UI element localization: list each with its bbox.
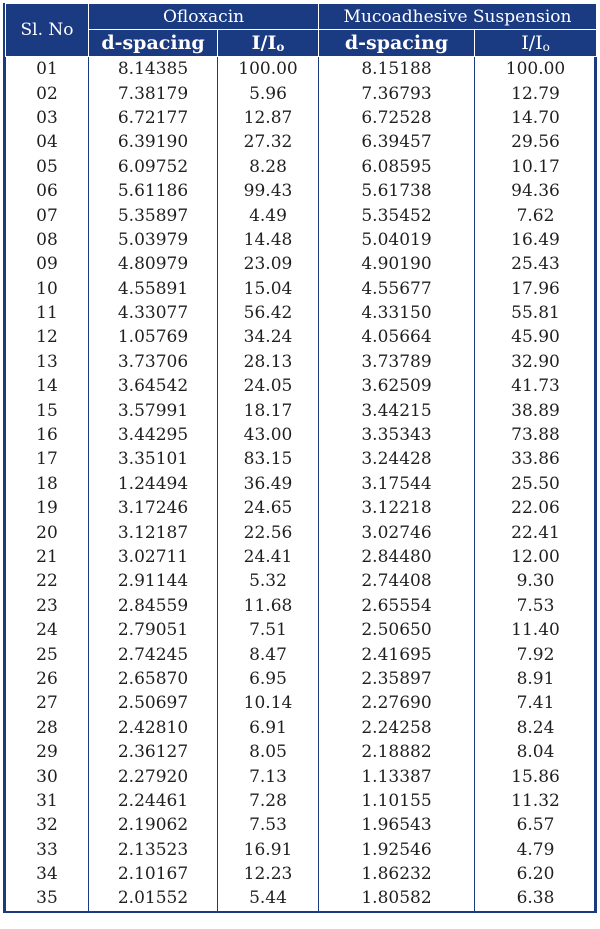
xrd-data-table-container (3, 3, 596, 913)
intensity-label: I/I (251, 32, 277, 54)
suspension-d-spacing-cell: 1.86232 (319, 862, 475, 886)
sl-no-cell: 27 (6, 691, 89, 715)
sl-no-cell: 16 (6, 423, 89, 447)
ofloxacin-intensity-cell: 5.32 (218, 569, 319, 593)
sl-no-cell: 17 (6, 447, 89, 471)
header-ofloxacin-intensity (218, 30, 319, 57)
ofloxacin-intensity-cell: 23.09 (218, 252, 319, 276)
suspension-intensity-cell: 94.36 (475, 179, 597, 203)
ofloxacin-d-spacing-cell: 3.02711 (89, 545, 218, 569)
ofloxacin-intensity-cell: 6.95 (218, 667, 319, 691)
ofloxacin-intensity-cell: 14.48 (218, 228, 319, 252)
intensity-subscript: o (276, 40, 285, 54)
table-row (6, 130, 597, 154)
sl-no-cell: 35 (6, 886, 89, 911)
ofloxacin-intensity-cell: 7.53 (218, 813, 319, 837)
sl-no-cell: 30 (6, 764, 89, 788)
suspension-intensity-cell: 32.90 (475, 350, 597, 374)
ofloxacin-intensity-cell: 6.91 (218, 716, 319, 740)
suspension-d-spacing-cell: 3.12218 (319, 496, 475, 520)
ofloxacin-intensity-cell: 8.28 (218, 155, 319, 179)
suspension-intensity-cell: 8.04 (475, 740, 597, 764)
sl-no-cell: 06 (6, 179, 89, 203)
suspension-intensity-cell: 7.41 (475, 691, 597, 715)
table-body (6, 57, 597, 912)
suspension-d-spacing-cell: 2.27690 (319, 691, 475, 715)
suspension-intensity-cell: 25.43 (475, 252, 597, 276)
suspension-intensity-cell: 4.79 (475, 838, 597, 862)
suspension-intensity-cell: 7.53 (475, 594, 597, 618)
suspension-intensity-cell: 22.41 (475, 520, 597, 544)
suspension-d-spacing-cell: 1.92546 (319, 838, 475, 862)
suspension-intensity-cell: 10.17 (475, 155, 597, 179)
sl-no-cell: 33 (6, 838, 89, 862)
suspension-d-spacing-cell: 3.35343 (319, 423, 475, 447)
table-row (6, 496, 597, 520)
sl-no-cell: 02 (6, 81, 89, 105)
ofloxacin-d-spacing-cell: 2.65870 (89, 667, 218, 691)
table-row (6, 838, 597, 862)
ofloxacin-intensity-cell: 83.15 (218, 447, 319, 471)
suspension-intensity-cell: 38.89 (475, 398, 597, 422)
ofloxacin-intensity-cell: 5.44 (218, 886, 319, 911)
sl-no-cell: 29 (6, 740, 89, 764)
ofloxacin-intensity-cell: 8.05 (218, 740, 319, 764)
header-sl-no: Sl. No (6, 4, 89, 57)
sl-no-cell: 08 (6, 228, 89, 252)
suspension-d-spacing-cell: 1.10155 (319, 789, 475, 813)
table-row (6, 740, 597, 764)
ofloxacin-d-spacing-cell: 5.61186 (89, 179, 218, 203)
sl-no-cell: 19 (6, 496, 89, 520)
suspension-intensity-cell: 45.90 (475, 325, 597, 349)
ofloxacin-intensity-cell: 22.56 (218, 520, 319, 544)
suspension-d-spacing-cell: 2.35897 (319, 667, 475, 691)
ofloxacin-intensity-cell: 24.05 (218, 374, 319, 398)
ofloxacin-d-spacing-cell: 8.14385 (89, 57, 218, 82)
suspension-d-spacing-cell: 3.02746 (319, 520, 475, 544)
suspension-d-spacing-cell: 3.73789 (319, 350, 475, 374)
suspension-intensity-cell: 25.50 (475, 472, 597, 496)
table-row (6, 813, 597, 837)
sl-no-cell: 11 (6, 301, 89, 325)
suspension-d-spacing-cell: 2.50650 (319, 618, 475, 642)
ofloxacin-intensity-cell: 8.47 (218, 642, 319, 666)
sl-no-cell: 24 (6, 618, 89, 642)
table-row (6, 667, 597, 691)
sl-no-cell: 25 (6, 642, 89, 666)
sl-no-cell: 13 (6, 350, 89, 374)
suspension-d-spacing-cell: 1.80582 (319, 886, 475, 911)
suspension-intensity-cell: 11.32 (475, 789, 597, 813)
header-ofloxacin-d-spacing: d-spacing (89, 30, 218, 57)
ofloxacin-d-spacing-cell: 4.55891 (89, 277, 218, 301)
ofloxacin-d-spacing-cell: 5.03979 (89, 228, 218, 252)
suspension-d-spacing-cell: 2.41695 (319, 642, 475, 666)
ofloxacin-d-spacing-cell: 6.72177 (89, 106, 218, 130)
table-row (6, 350, 597, 374)
suspension-intensity-cell: 100.00 (475, 57, 597, 82)
header-suspension-d-spacing: d-spacing (319, 30, 475, 57)
sl-no-cell: 09 (6, 252, 89, 276)
table-row (6, 691, 597, 715)
suspension-intensity-cell: 16.49 (475, 228, 597, 252)
suspension-d-spacing-cell: 5.61738 (319, 179, 475, 203)
suspension-intensity-cell: 29.56 (475, 130, 597, 154)
table-row (6, 325, 597, 349)
sl-no-cell: 32 (6, 813, 89, 837)
suspension-d-spacing-cell: 6.08595 (319, 155, 475, 179)
suspension-intensity-cell: 15.86 (475, 764, 597, 788)
ofloxacin-intensity-cell: 16.91 (218, 838, 319, 862)
ofloxacin-intensity-cell: 99.43 (218, 179, 319, 203)
suspension-d-spacing-cell: 1.13387 (319, 764, 475, 788)
ofloxacin-intensity-cell: 34.24 (218, 325, 319, 349)
table-row (6, 179, 597, 203)
suspension-d-spacing-cell: 2.18882 (319, 740, 475, 764)
ofloxacin-intensity-cell: 5.96 (218, 81, 319, 105)
table-row (6, 642, 597, 666)
ofloxacin-intensity-cell: 7.13 (218, 764, 319, 788)
table-row (6, 886, 597, 911)
table-row (6, 252, 597, 276)
ofloxacin-intensity-cell: 24.41 (218, 545, 319, 569)
suspension-d-spacing-cell: 3.62509 (319, 374, 475, 398)
suspension-intensity-cell: 55.81 (475, 301, 597, 325)
suspension-intensity-cell: 33.86 (475, 447, 597, 471)
table-row (6, 716, 597, 740)
ofloxacin-d-spacing-cell: 3.35101 (89, 447, 218, 471)
suspension-intensity-cell: 6.20 (475, 862, 597, 886)
ofloxacin-intensity-cell: 10.14 (218, 691, 319, 715)
suspension-intensity-cell: 7.62 (475, 203, 597, 227)
sl-no-cell: 15 (6, 398, 89, 422)
ofloxacin-intensity-cell: 100.00 (218, 57, 319, 82)
ofloxacin-d-spacing-cell: 2.24461 (89, 789, 218, 813)
table-row (6, 398, 597, 422)
table-row (6, 81, 597, 105)
ofloxacin-d-spacing-cell: 3.17246 (89, 496, 218, 520)
intensity-subscript: o (542, 40, 550, 54)
table-row (6, 203, 597, 227)
sl-no-cell: 31 (6, 789, 89, 813)
table-row (6, 472, 597, 496)
table-row (6, 228, 597, 252)
ofloxacin-d-spacing-cell: 7.38179 (89, 81, 218, 105)
ofloxacin-d-spacing-cell: 2.36127 (89, 740, 218, 764)
ofloxacin-d-spacing-cell: 3.57991 (89, 398, 218, 422)
ofloxacin-d-spacing-cell: 5.35897 (89, 203, 218, 227)
ofloxacin-d-spacing-cell: 3.44295 (89, 423, 218, 447)
ofloxacin-d-spacing-cell: 2.01552 (89, 886, 218, 911)
sl-no-cell: 28 (6, 716, 89, 740)
ofloxacin-d-spacing-cell: 2.10167 (89, 862, 218, 886)
suspension-d-spacing-cell: 6.72528 (319, 106, 475, 130)
suspension-d-spacing-cell: 5.35452 (319, 203, 475, 227)
suspension-intensity-cell: 8.24 (475, 716, 597, 740)
sl-no-cell: 26 (6, 667, 89, 691)
ofloxacin-intensity-cell: 43.00 (218, 423, 319, 447)
intensity-label: I/I (521, 32, 543, 54)
ofloxacin-d-spacing-cell: 2.84559 (89, 594, 218, 618)
table-row (6, 789, 597, 813)
sl-no-cell: 03 (6, 106, 89, 130)
header-row-groups (6, 4, 597, 30)
ofloxacin-intensity-cell: 28.13 (218, 350, 319, 374)
ofloxacin-d-spacing-cell: 2.50697 (89, 691, 218, 715)
table-header (6, 4, 597, 57)
ofloxacin-intensity-cell: 27.32 (218, 130, 319, 154)
ofloxacin-intensity-cell: 12.23 (218, 862, 319, 886)
header-suspension-intensity (475, 30, 597, 57)
ofloxacin-intensity-cell: 4.49 (218, 203, 319, 227)
suspension-intensity-cell: 73.88 (475, 423, 597, 447)
sl-no-cell: 01 (6, 57, 89, 82)
sl-no-cell: 34 (6, 862, 89, 886)
header-mucoadhesive-suspension: Mucoadhesive Suspension (319, 4, 597, 30)
table-row (6, 569, 597, 593)
table-row (6, 301, 597, 325)
suspension-d-spacing-cell: 2.24258 (319, 716, 475, 740)
sl-no-cell: 14 (6, 374, 89, 398)
suspension-d-spacing-cell: 2.74408 (319, 569, 475, 593)
table-row (6, 618, 597, 642)
sl-no-cell: 05 (6, 155, 89, 179)
suspension-d-spacing-cell: 6.39457 (319, 130, 475, 154)
suspension-d-spacing-cell: 1.96543 (319, 813, 475, 837)
ofloxacin-d-spacing-cell: 3.64542 (89, 374, 218, 398)
suspension-d-spacing-cell: 3.24428 (319, 447, 475, 471)
table-row (6, 594, 597, 618)
sl-no-cell: 21 (6, 545, 89, 569)
ofloxacin-d-spacing-cell: 2.42810 (89, 716, 218, 740)
ofloxacin-d-spacing-cell: 1.24494 (89, 472, 218, 496)
table-row (6, 277, 597, 301)
suspension-d-spacing-cell: 2.84480 (319, 545, 475, 569)
suspension-d-spacing-cell: 3.17544 (319, 472, 475, 496)
suspension-intensity-cell: 14.70 (475, 106, 597, 130)
suspension-d-spacing-cell: 4.33150 (319, 301, 475, 325)
ofloxacin-intensity-cell: 18.17 (218, 398, 319, 422)
sl-no-cell: 10 (6, 277, 89, 301)
ofloxacin-d-spacing-cell: 2.27920 (89, 764, 218, 788)
ofloxacin-intensity-cell: 11.68 (218, 594, 319, 618)
suspension-intensity-cell: 8.91 (475, 667, 597, 691)
ofloxacin-intensity-cell: 7.28 (218, 789, 319, 813)
ofloxacin-intensity-cell: 56.42 (218, 301, 319, 325)
table-row (6, 764, 597, 788)
suspension-intensity-cell: 7.92 (475, 642, 597, 666)
sl-no-cell: 04 (6, 130, 89, 154)
ofloxacin-intensity-cell: 12.87 (218, 106, 319, 130)
table-row (6, 106, 597, 130)
sl-no-cell: 20 (6, 520, 89, 544)
table-row (6, 545, 597, 569)
suspension-intensity-cell: 6.57 (475, 813, 597, 837)
table-row (6, 423, 597, 447)
suspension-intensity-cell: 9.30 (475, 569, 597, 593)
ofloxacin-intensity-cell: 7.51 (218, 618, 319, 642)
sl-no-cell: 22 (6, 569, 89, 593)
table-row (6, 374, 597, 398)
table-row (6, 447, 597, 471)
suspension-intensity-cell: 12.00 (475, 545, 597, 569)
ofloxacin-d-spacing-cell: 3.12187 (89, 520, 218, 544)
table-row (6, 520, 597, 544)
ofloxacin-d-spacing-cell: 2.91144 (89, 569, 218, 593)
header-ofloxacin: Ofloxacin (89, 4, 319, 30)
sl-no-cell: 07 (6, 203, 89, 227)
suspension-intensity-cell: 11.40 (475, 618, 597, 642)
suspension-d-spacing-cell: 3.44215 (319, 398, 475, 422)
xrd-data-table (5, 3, 597, 913)
suspension-d-spacing-cell: 2.65554 (319, 594, 475, 618)
sl-no-cell: 18 (6, 472, 89, 496)
ofloxacin-d-spacing-cell: 2.79051 (89, 618, 218, 642)
table-row (6, 57, 597, 82)
ofloxacin-intensity-cell: 36.49 (218, 472, 319, 496)
suspension-d-spacing-cell: 7.36793 (319, 81, 475, 105)
header-row-columns (6, 30, 597, 57)
sl-no-cell: 12 (6, 325, 89, 349)
ofloxacin-d-spacing-cell: 2.13523 (89, 838, 218, 862)
ofloxacin-d-spacing-cell: 6.09752 (89, 155, 218, 179)
ofloxacin-d-spacing-cell: 3.73706 (89, 350, 218, 374)
ofloxacin-d-spacing-cell: 2.74245 (89, 642, 218, 666)
suspension-intensity-cell: 22.06 (475, 496, 597, 520)
suspension-d-spacing-cell: 4.05664 (319, 325, 475, 349)
ofloxacin-intensity-cell: 24.65 (218, 496, 319, 520)
ofloxacin-d-spacing-cell: 2.19062 (89, 813, 218, 837)
table-row (6, 155, 597, 179)
suspension-d-spacing-cell: 4.55677 (319, 277, 475, 301)
suspension-d-spacing-cell: 4.90190 (319, 252, 475, 276)
ofloxacin-intensity-cell: 15.04 (218, 277, 319, 301)
ofloxacin-d-spacing-cell: 6.39190 (89, 130, 218, 154)
suspension-d-spacing-cell: 5.04019 (319, 228, 475, 252)
table-row (6, 862, 597, 886)
ofloxacin-d-spacing-cell: 1.05769 (89, 325, 218, 349)
ofloxacin-d-spacing-cell: 4.33077 (89, 301, 218, 325)
sl-no-cell: 23 (6, 594, 89, 618)
ofloxacin-d-spacing-cell: 4.80979 (89, 252, 218, 276)
suspension-intensity-cell: 12.79 (475, 81, 597, 105)
suspension-intensity-cell: 41.73 (475, 374, 597, 398)
suspension-d-spacing-cell: 8.15188 (319, 57, 475, 82)
suspension-intensity-cell: 6.38 (475, 886, 597, 911)
suspension-intensity-cell: 17.96 (475, 277, 597, 301)
